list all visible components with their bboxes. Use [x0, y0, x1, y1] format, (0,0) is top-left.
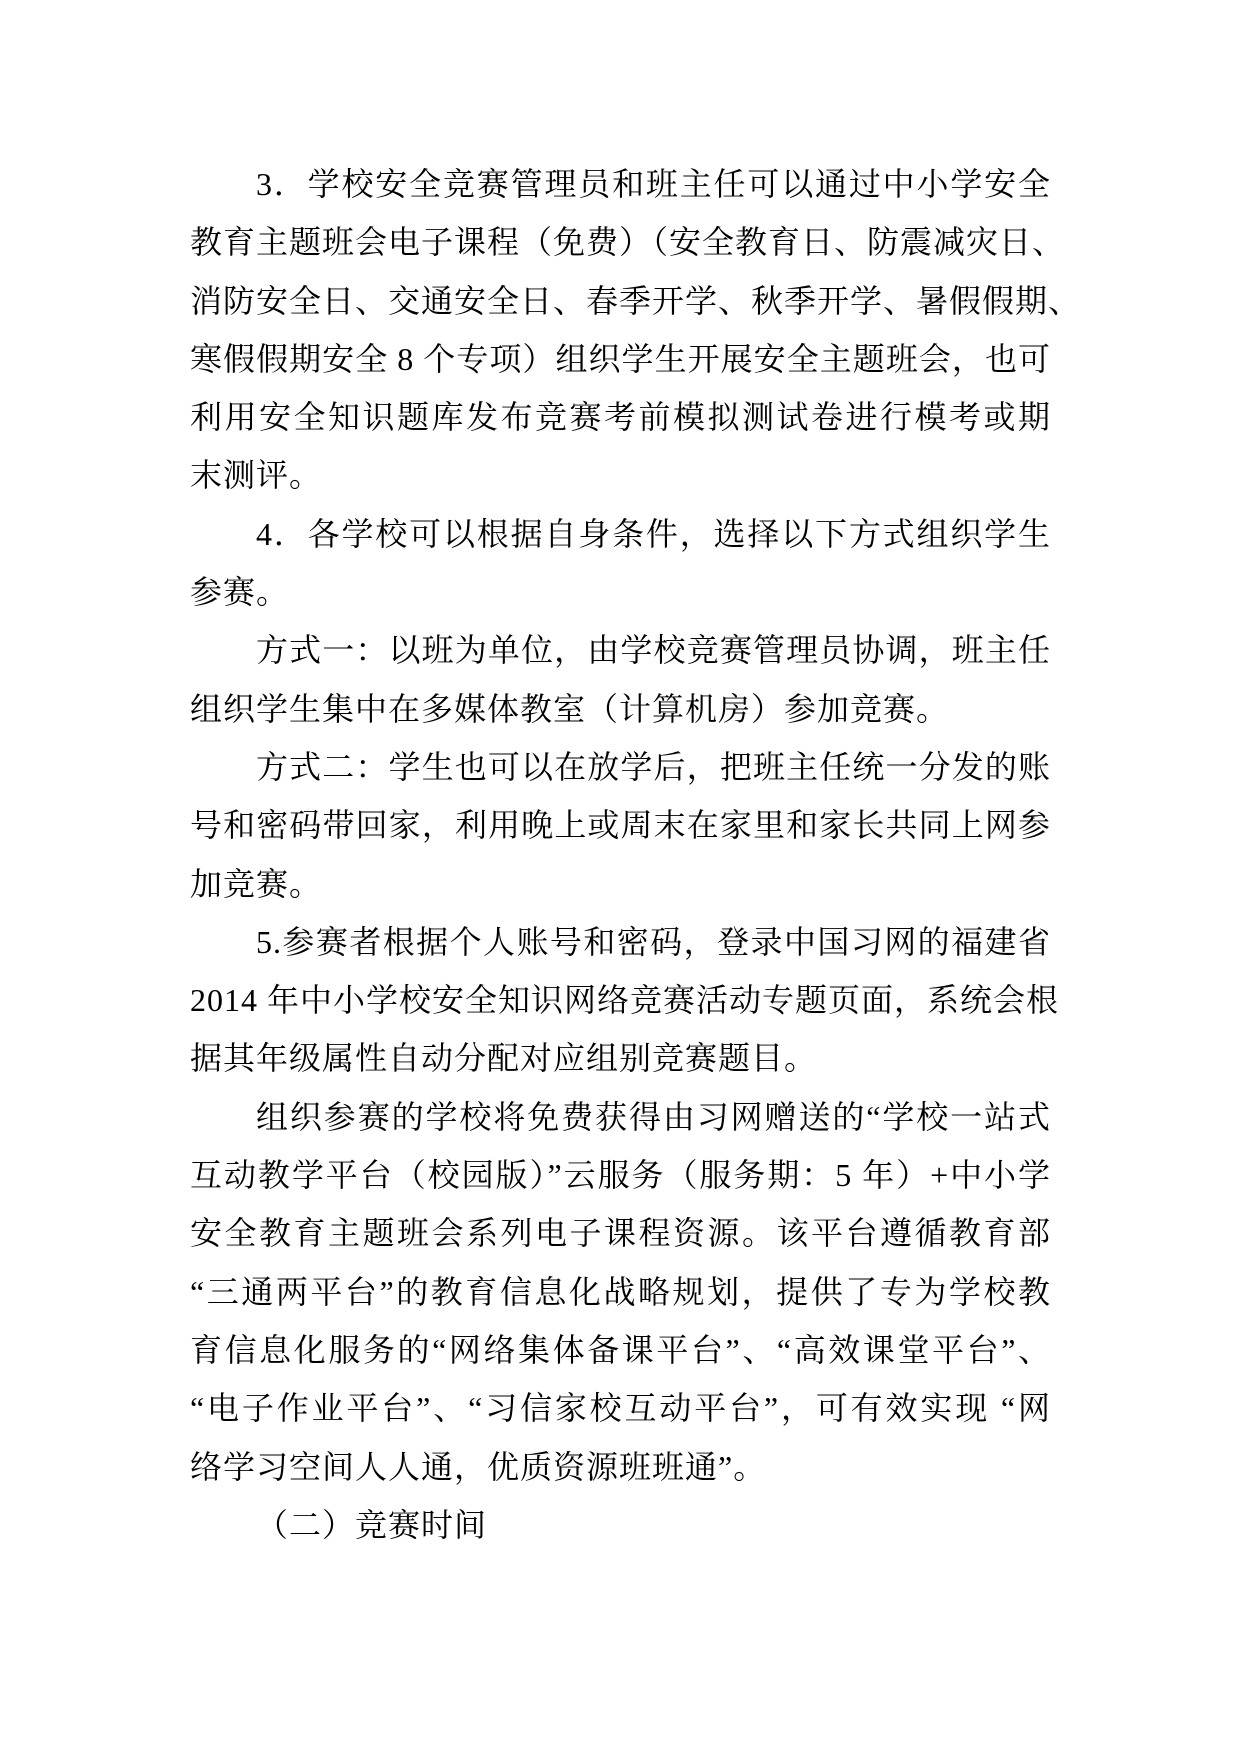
paragraph-line: 2014 年中小学校安全知识网络竞赛活动专题页面，系统会根	[190, 982, 1060, 1019]
paragraph-line: 5.参赛者根据个人账号和密码，登录中国习网的福建省	[256, 923, 1051, 960]
paragraph-line: 安全教育主题班会系列电子课程资源。该平台遵循教育部	[190, 1215, 1051, 1252]
paragraph-line: “三通两平台”的教育信息化战略规划，提供了专为学校教	[190, 1273, 1051, 1310]
paragraph-line: 4．各学校可以根据自身条件，选择以下方式组织学生	[256, 515, 1051, 552]
paragraph-line: 参赛。	[190, 574, 290, 611]
paragraph-line: 组织学生集中在多媒体教室（计算机房）参加竞赛。	[190, 690, 950, 727]
paragraph-line: 育信息化服务的“网络集体备课平台”、“高效课堂平台”、	[190, 1331, 1051, 1368]
paragraph-line: 络学习空间人人通，优质资源班班通”。	[190, 1448, 767, 1485]
paragraph-line: 寒假假期安全 8 个专项）组织学生开展安全主题班会，也可	[190, 340, 1051, 377]
paragraph	[190, 738, 1051, 913]
paragraph-line: 方式一：以班为单位，由学校竞赛管理员协调，班主任	[256, 632, 1051, 669]
paragraph	[190, 505, 1051, 622]
paragraph-line: 利用安全知识题库发布竞赛考前模拟测试卷进行模考或期	[190, 399, 1051, 436]
document-body	[190, 155, 1082, 1554]
paragraph-line: 末测评。	[190, 457, 323, 494]
paragraph-line: 组织参赛的学校将免费获得由习网赠送的“学校一站式	[256, 1098, 1051, 1135]
paragraph	[190, 621, 1051, 738]
paragraph-line: 互动教学平台（校园版）”云服务（服务期：5 年）+中小学	[190, 1157, 1051, 1194]
paragraph-line: 据其年级属性自动分配对应组别竞赛题目。	[190, 1040, 818, 1077]
paragraph	[190, 913, 1060, 1088]
paragraph-line: “电子作业平台”、“习信家校互动平台”，可有效实现 “网	[190, 1390, 1051, 1427]
paragraph	[190, 1088, 1051, 1496]
paragraph-line: 方式二：学生也可以在放学后，把班主任统一分发的账	[256, 748, 1051, 785]
paragraph-line: 号和密码带回家，利用晚上或周末在家里和家长共同上网参	[190, 807, 1051, 844]
paragraph-line: 加竞赛。	[190, 865, 323, 902]
paragraph-line: 消防安全日、交通安全日、春季开学、秋季开学、暑假假期、	[190, 282, 1082, 319]
paragraph	[190, 155, 1082, 505]
paragraph-line: 3．学校安全竞赛管理员和班主任可以通过中小学安全	[256, 166, 1051, 202]
section-heading: （二）竞赛时间	[256, 1506, 488, 1543]
paragraph-line: 教育主题班会电子课程（免费）（安全教育日、防震减灾日、	[190, 224, 1066, 261]
